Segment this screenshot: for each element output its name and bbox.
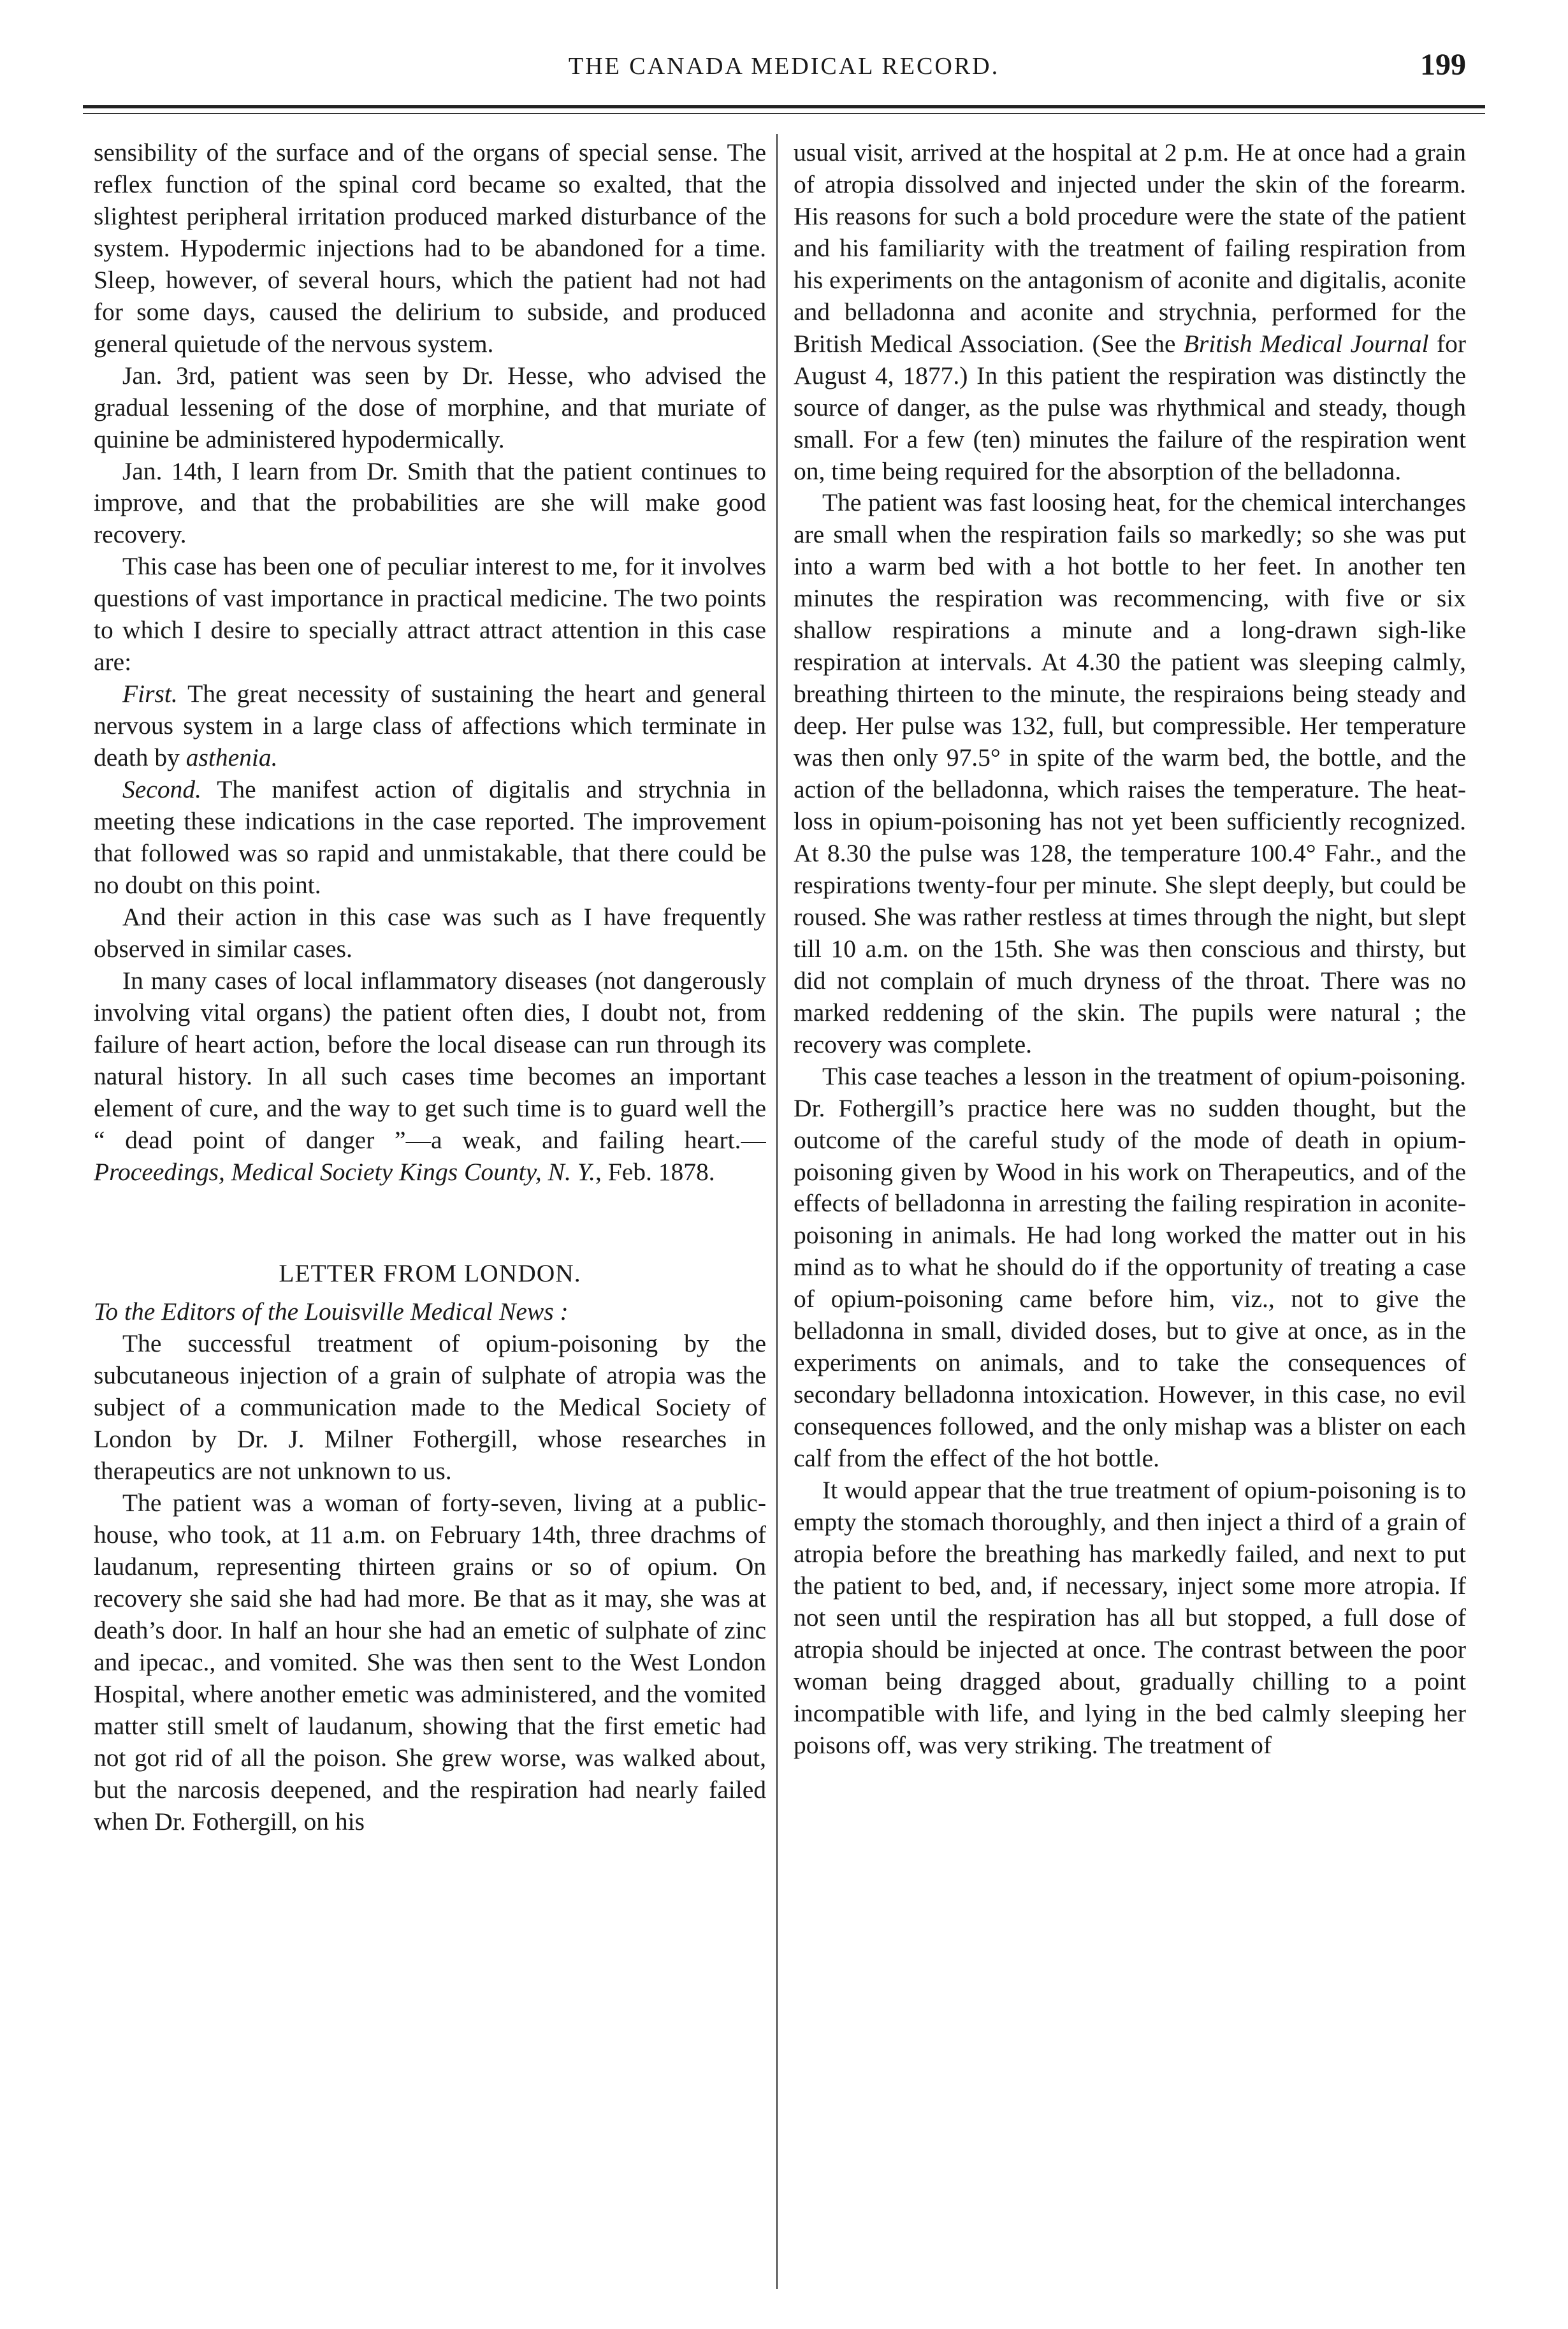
header-rule-thin xyxy=(83,113,1485,114)
paragraph: Jan. 3rd, patient was seen by Dr. Hesse, who advised the gradual lessening of the dose of morphine, and that muriate of quinine be administered hypodermically. xyxy=(94,361,766,453)
section-title: LETTER FROM LONDON. xyxy=(279,1259,581,1288)
citation-source: Proceedings, Medical Society Kings County, N. Y. xyxy=(94,1157,595,1186)
emphasis: asthenia. xyxy=(185,743,278,772)
paragraph-citation xyxy=(94,965,766,1188)
paragraph: The successful treatment of opium-poisoning by the subcutaneous injection of a grain of sulphate of atropia was the subject of a communication made to the Medical Society of London by Dr. J. Milner Fothergill, whose researches in therapeutics are not unknown to us. xyxy=(94,1329,766,1486)
paragraph-text: The manifest action of digitalis and strychnia in meeting these indications in the case reported. The improvement that followed was so rapid and unmistakable, that there could be no doubt on this point. xyxy=(94,775,766,899)
paragraph: This case has been one of peculiar interest to me, for it involves questions of vast importance in practical medicine. The two points to which I desire to specially attract attract attention in this case are: xyxy=(94,552,766,676)
paragraph: It would appear that the true treatment of opium-poisoning is to empty the stomach thoroughly, and then inject a third of a grain of atropia before the breathing has markedly failed, and next to put the patient to bed, and, if necessary, inject some more atropia. If not seen until the respiration has all but stopped, a full dose of atropia should be injected at once. The contrast between the poor woman being dragged about, gradually chilling to a point incompatible with life, and lying in the bed calmly sleeping her poisons off, was very striking. The treatment of xyxy=(794,1476,1466,1759)
paragraph-text: The great necessity of sustaining the heart and general nervous system in a large class of affections which terminate in death by xyxy=(94,680,766,772)
paragraph: Jan. 14th, I learn from Dr. Smith that the patient continues to improve, and that the probabilities are she will make good recovery. xyxy=(94,456,766,549)
paragraph-text: In many cases of local inflammatory diseases (not dangerously involving vital organs) the patient often dies, I doubt not, from failure of heart action, before the local disease can run through its natural history. In all such cases time becomes an important element of cure, and the way to get such time is to guard well the “ dead point of danger ”—a weak, and failing heart.— xyxy=(94,966,766,1154)
paragraph-text: usual visit, arrived at the hospital at 2 p.m. He at once had a grain of atropia dissolved and injected under the skin of the forearm. His reasons for such a bold procedure were the state of the patient and his familiarity with the treatment of failing respiration from his experiments on the antagonism of aconite and digitalis, aconite and belladonna and aconite and strychnia, performed for the British Medical Association. (See the xyxy=(794,138,1466,358)
journal-title: British Medical Journal xyxy=(1183,329,1429,358)
right-column xyxy=(794,137,1466,2279)
page-header xyxy=(76,45,1492,89)
paragraph-text: for August 4, 1877.) In this patient the respiration was distinctly the source of danger, as the pulse was rhythmical and steady, though small. For a few (ten) minutes the failure of the respiration went on, time being required for the absorption of the belladonna. xyxy=(794,329,1466,485)
paragraph: This case teaches a lesson in the treatment of opium-poisoning. Dr. Fothergill’s practice here was no sudden thought, but the outcome of the careful study of the mode of death in opium-poisoning given by Wood in his work on Therapeutics, and of the effects of belladonna in arresting the failing respiration in aconite-poisoning in animals. He had long worked the matter out in his mind as to what he should do if the opportunity of treating a case of opium-poisoning came before him, viz., not to give the belladonna in small, divided doses, but to give at once, as in the experiments on animals, and to take the consequences of secondary belladonna intoxication. However, in this case, no evil consequences followed, and the only mishap was a blister on each calf from the effect of the hot bottle. xyxy=(794,1062,1466,1473)
point-label: First. xyxy=(122,680,178,708)
letter-salutation: To the Editors of the Louisville Medical News : xyxy=(94,1297,569,1326)
header-rule-thick xyxy=(83,105,1485,108)
column-divider xyxy=(776,134,778,2289)
paragraph-first-point xyxy=(94,678,766,774)
paragraph: The patient was fast loosing heat, for the chemical interchanges are small when the respiration fails so markedly; so she was put into a warm bed with a hot bottle to her feet. In another ten minutes the respiration was recommencing, with five or six shallow respirations a minute and a long-drawn sigh-like respiration at intervals. At 4.30 the patient was sleeping calmly, breathing thirteen to the minute, the respiraions being steady and deep. Her pulse was 132, full, but compressible. Her temperature was then only 97.5° in spite of the warm bed, the bottle, and the action of the belladonna, which raises the temperature. The heat-loss in opium-poisoning has not yet been sufficiently recognized. At 8.30 the pulse was 128, the temperature 100.4° Fahr., and the respirations twenty-four per minute. She slept deeply, but could be roused. She was rather restless at times through the night, but slept till 10 a.m. on the 15th. She was then conscious and thirsty, but did not complain of much dryness of the throat. There was no marked reddening of the skin. The pupils were natural ; the recovery was complete. xyxy=(794,488,1466,1058)
point-label: Second. xyxy=(122,775,201,804)
paragraph: sensibility of the surface and of the organs of special sense. The reflex function of the spinal cord became so exalted, that the slightest peripheral irritation produced marked disturbance of the system. Hypodermic injections had to be abandoned for a time. Sleep, however, of several hours, which the patient had not had for some days, caused the delirium to subside, and produced general quietude of the nervous system. xyxy=(94,138,766,358)
paragraph: The patient was a woman of forty-seven, living at a public-house, who took, at 11 a.m. on February 14th, three drachms of laudanum, representing thirteen grains or so of opium. On recovery she said she had had more. Be that as it may, she was at death’s door. In half an hour she had an emetic of sulphate of zinc and ipecac., and vomited. She was then sent to the West London Hospital, where another emetic was administered, and the vomited matter still smelt of laudanum, showing that the first emetic had not got rid of all the poison. She grew worse, was walked about, but the narcosis deepened, and the respiration had nearly failed when Dr. Fothergill, on his xyxy=(94,1489,766,1836)
running-title: THE CANADA MEDICAL RECORD. xyxy=(568,53,1000,80)
page-number: 199 xyxy=(1420,48,1466,82)
citation-date: , Feb. 1878. xyxy=(595,1157,715,1186)
paragraph-second-point xyxy=(94,774,766,902)
paragraph: And their action in this case was such as I have frequently observed in similar cases. xyxy=(94,902,766,963)
paragraph xyxy=(794,137,1466,487)
left-column xyxy=(94,137,766,2279)
